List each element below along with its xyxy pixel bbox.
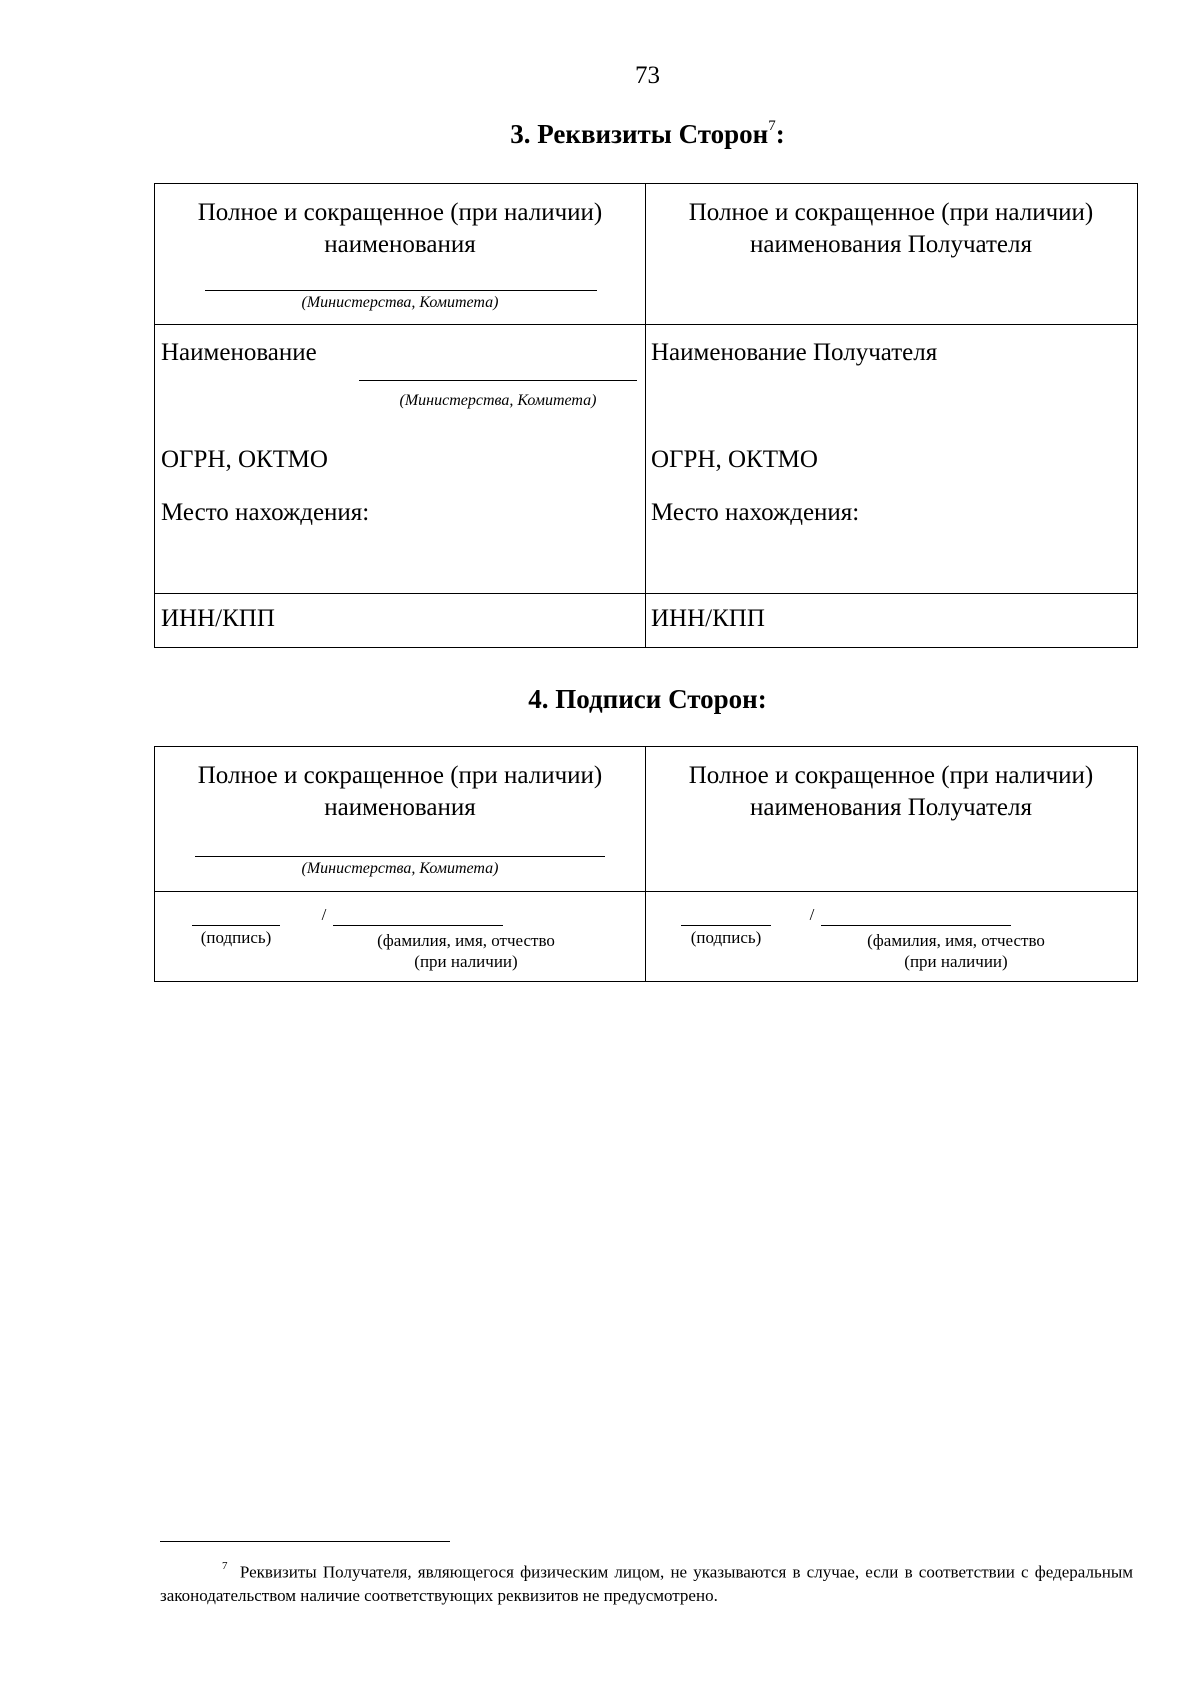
left-name-line xyxy=(359,380,637,381)
footnote xyxy=(160,1557,1133,1607)
left-name-note: (Министерства, Комитета) xyxy=(399,392,597,409)
signature-label: (подпись) xyxy=(690,928,762,947)
slash-separator: / xyxy=(321,905,327,924)
section-4-title: 4. Подписи Сторон: xyxy=(528,684,767,714)
left-header-line2: наименования xyxy=(324,231,476,258)
slash-separator: / xyxy=(809,905,815,924)
right-name-label: Наименование Получателя xyxy=(651,339,938,366)
fio-label-line1: (фамилия, имя, отчество xyxy=(377,931,555,950)
left-inn: ИНН/КПП xyxy=(161,605,275,632)
left-name-label: Наименование xyxy=(161,339,317,366)
section-3-title-text: 3. Реквизиты Сторон xyxy=(510,119,769,149)
section-3-title-suffix: : xyxy=(775,119,785,149)
right-header-line1: Полное и сокращенное (при наличии) xyxy=(688,199,1094,226)
right-header-line1: Полное и сокращенное (при наличии) xyxy=(688,762,1094,789)
left-location: Место нахождения: xyxy=(161,499,370,526)
signature-label: (подпись) xyxy=(200,928,272,947)
left-header-line2: наименования xyxy=(324,794,476,821)
ministry-name-line xyxy=(195,856,605,857)
signatures-table xyxy=(154,746,1138,982)
page-number: 73 xyxy=(635,62,660,89)
section-3-title xyxy=(0,119,1200,150)
fio-line xyxy=(821,925,1011,926)
fio-label-line1: (фамилия, имя, отчество xyxy=(867,931,1045,950)
fio-line xyxy=(333,925,503,926)
row-divider xyxy=(155,593,1137,594)
right-header-line2: наименования Получателя xyxy=(750,231,1032,258)
right-inn: ИНН/КПП xyxy=(651,605,765,632)
footnote-text: Реквизиты Получателя, являющегося физическим лицом, не указываются в случае, если в соответствии с федеральным законодательством наличие соответствующих реквизитов не предусмотрено. xyxy=(160,1562,1134,1605)
left-ogrn: ОГРН, ОКТМО xyxy=(161,446,328,473)
ministry-name-line xyxy=(205,290,597,291)
requisites-table xyxy=(154,183,1138,648)
row-divider xyxy=(155,891,1137,892)
right-location: Место нахождения: xyxy=(651,499,860,526)
fio-label-line2: (при наличии) xyxy=(904,952,1008,971)
left-header-note: (Министерства, Комитета) xyxy=(301,860,499,877)
right-header-line2: наименования Получателя xyxy=(750,794,1032,821)
signature-line xyxy=(681,925,771,926)
footnote-ref: 7 xyxy=(768,118,776,134)
row-divider xyxy=(155,324,1137,325)
left-header-line1: Полное и сокращенное (при наличии) xyxy=(197,762,603,789)
footnote-separator xyxy=(160,1541,450,1542)
signature-line xyxy=(192,925,280,926)
footnote-number: 7 xyxy=(222,1560,228,1572)
fio-label-line2: (при наличии) xyxy=(414,952,518,971)
right-ogrn: ОГРН, ОКТМО xyxy=(651,446,818,473)
left-header-line1: Полное и сокращенное (при наличии) xyxy=(197,199,603,226)
left-header-note: (Министерства, Комитета) xyxy=(301,294,499,311)
